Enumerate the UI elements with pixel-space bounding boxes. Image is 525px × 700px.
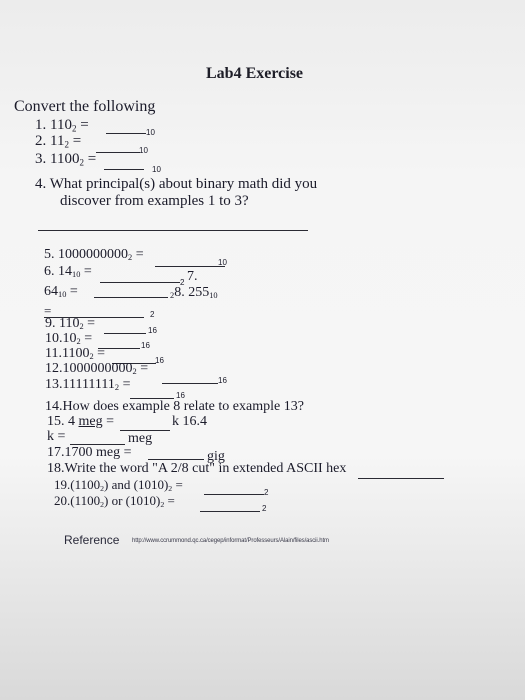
answer-line-2[interactable]	[96, 152, 140, 153]
question-13: $13.11111111_2$ =	[45, 377, 131, 393]
question-12: $12.1000000000_2$ =	[45, 361, 149, 377]
question-2: 2. $11_2$ =	[35, 133, 82, 150]
question-16: k =	[47, 429, 66, 444]
question-17-unit: gig	[207, 449, 225, 464]
question-15-answer: k 16.4	[172, 414, 207, 429]
answer-line-17[interactable]	[148, 459, 204, 460]
target-base-20: 2	[262, 504, 267, 513]
answer-line-64[interactable]	[94, 297, 168, 298]
target-base-12: 16	[218, 376, 227, 385]
question-1: 1. $110_2$ =	[35, 117, 89, 134]
question-8: $_2$8. $255_{10}$	[170, 285, 218, 301]
question-10: $10.10_2$ =	[45, 331, 93, 347]
answer-line-4[interactable]	[38, 230, 308, 231]
target-base-3: 10	[152, 165, 161, 174]
target-base-10: 16	[141, 341, 150, 350]
answer-line-5[interactable]	[155, 266, 225, 267]
answer-line-20[interactable]	[200, 511, 260, 512]
answer-line-12[interactable]	[162, 383, 218, 384]
question-14: 14.How does example 8 relate to example 13?	[45, 399, 304, 414]
intro-text: Convert the following	[14, 98, 156, 115]
answer-line-9[interactable]	[104, 333, 146, 334]
target-base-2: 10	[139, 146, 148, 155]
target-base-blank: 2	[150, 310, 155, 319]
answer-line-1[interactable]	[106, 133, 146, 134]
question-5: 5. $1000000000_2$ =	[44, 247, 144, 263]
answer-line-18[interactable]	[358, 478, 444, 479]
question-7: 7.	[187, 269, 198, 284]
question-16-unit: meg	[128, 431, 153, 446]
question-18: 18.Write the word "A 2/8 cut" in extended ASCII hex	[47, 461, 347, 476]
page-title: Lab4 Exercise	[206, 65, 304, 82]
target-base-9: 16	[148, 326, 157, 335]
target-base-6: 2	[180, 278, 185, 287]
question-11: $11.1100_2$ =	[45, 346, 106, 362]
target-base-19: 2	[264, 488, 269, 497]
question-6: 6. $14_{10}$ =	[44, 264, 92, 280]
target-base-1: 10	[146, 128, 155, 137]
question-19: $19.(1100_2)$ and $(1010)_2$ =	[54, 477, 183, 493]
answer-line-19[interactable]	[204, 494, 264, 495]
question-20: $20.(1100_2)$ or $(1010)_2$ =	[54, 493, 175, 509]
reference-label: Reference	[64, 533, 120, 547]
question-17: 17.1700 meg =	[47, 445, 132, 460]
question-9: 9. $110_2$ =	[45, 316, 96, 332]
target-base-11: 16	[155, 356, 164, 365]
question-15: 15. 4 meg =	[47, 414, 115, 429]
question-3: 3. $1100_2$ =	[35, 151, 97, 168]
question-4-line-1: 4. What principal(s) about binary math did you	[35, 176, 318, 192]
blank-question: =	[44, 303, 52, 318]
answer-line-3[interactable]	[104, 169, 144, 170]
target-base-5: 10	[218, 258, 227, 267]
question-64: $64_{10}$ =	[44, 284, 78, 300]
answer-line-6[interactable]	[100, 282, 180, 283]
target-base-13: 16	[176, 391, 185, 400]
reference-url[interactable]: http://www.ccrummond.qc.ca/cegep/informat/Professeurs/Alain/files/ascii.htm	[132, 538, 329, 544]
question-4-line-2: discover from examples 1 to 3?	[60, 193, 249, 209]
